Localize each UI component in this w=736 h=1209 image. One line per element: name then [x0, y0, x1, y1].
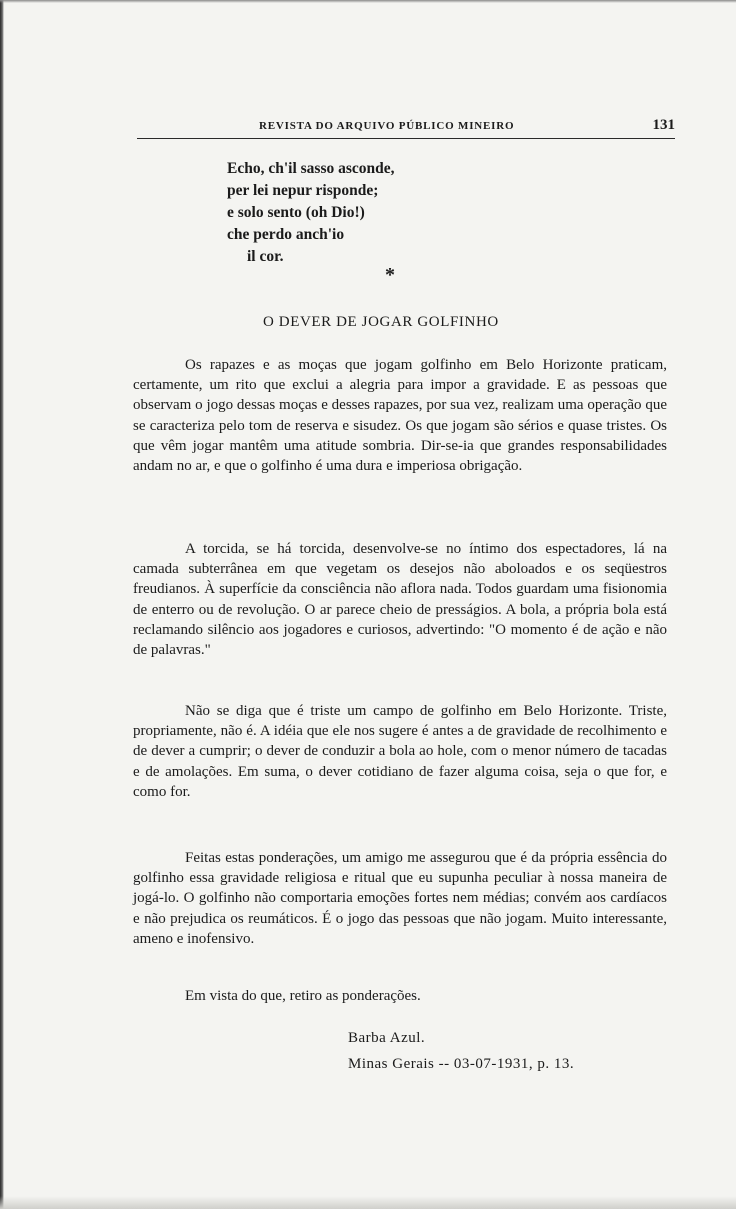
page-bottom-edge-shadow	[0, 1196, 736, 1209]
article-paragraph: Não se diga que é triste um campo de golfinho em Belo Horizonte. Triste, propriamente, não é. A idéia que ele nos sugere é antes a de gravidade de recolhimento e de dever a cumprir; o dever de conduzir a bola ao hole, com o menor número de tacadas e de amolações. Em suma, o dever cotidiano de fazer alguma coisa, seja o que for, e como for.	[133, 703, 667, 800]
verse-line: Echo, ch'il sasso asconde,	[227, 160, 395, 177]
article-paragraph: Feitas estas ponderações, um amigo me assegurou que é da própria essência do golfinho essa gravidade religiosa e ritual que eu supunha peculiar à nossa maneira de jogá-lo. O golfinho não comportaria emoções fortes nem médias; convém aos cardíacos e não prejudica os reumáticos. É o jogo das pessoas que não jogam. Muito interessante, ameno e inofensivo.	[133, 850, 667, 947]
page-header	[137, 117, 675, 137]
page-number: 131	[652, 117, 675, 133]
signature-author: Barba Azul.	[348, 1030, 426, 1046]
verse-line: il cor.	[247, 248, 284, 265]
article-paragraph: Os rapazes e as moças que jogam golfinho em Belo Horizonte praticam, certamente, um rito que exclui a alegria para impor a gravidade. E as pessoas que observam o jogo dessas moças e desses rapazes, por sua vez, realizam uma operação que se caracteriza pelo tom de reserva e sisudez. Os que jogam são sérios e quase tristes. Os que vêm jogar mantêm uma atitude sombria. Dir-se-ia que grandes responsabilidades andam no ar, e que o golfinho é uma dura e imperiosa obrigação.	[133, 357, 667, 475]
article-paragraph: Em vista do que, retiro as ponderações.	[185, 988, 421, 1004]
signature-source: Minas Gerais -- 03-07-1931, p. 13.	[348, 1056, 575, 1072]
verse-line: e solo sento (oh Dio!)	[227, 204, 365, 221]
signature-block	[348, 1025, 574, 1077]
running-head: REVISTA DO ARQUIVO PÚBLICO MINEIRO	[259, 120, 515, 132]
page-top-edge-shadow	[0, 0, 736, 3]
verse-line: che perdo anch'io	[227, 226, 345, 243]
page-left-edge-shadow	[0, 0, 4, 1209]
article-title: O DEVER DE JOGAR GOLFINHO	[263, 314, 499, 330]
verse-line: per lei nepur risponde;	[227, 182, 379, 199]
article-paragraph: A torcida, se há torcida, desenvolve-se no íntimo dos espectadores, lá na camada subterrânea em que vegetam os desejos não aboloados e os seqüestros freudianos. À superfície da consciência não aflora nada. Todos guardam uma fisionomia de enterro ou de revolução. O ar parece cheio de presságios. A bola, a própria bola está reclamando silêncio aos jogadores e curiosos, advertindo: "O momento é de ação e não de palavras."	[133, 541, 667, 659]
header-rule	[137, 138, 675, 139]
verse-block	[227, 158, 527, 268]
section-separator-asterisk: *	[385, 264, 395, 286]
